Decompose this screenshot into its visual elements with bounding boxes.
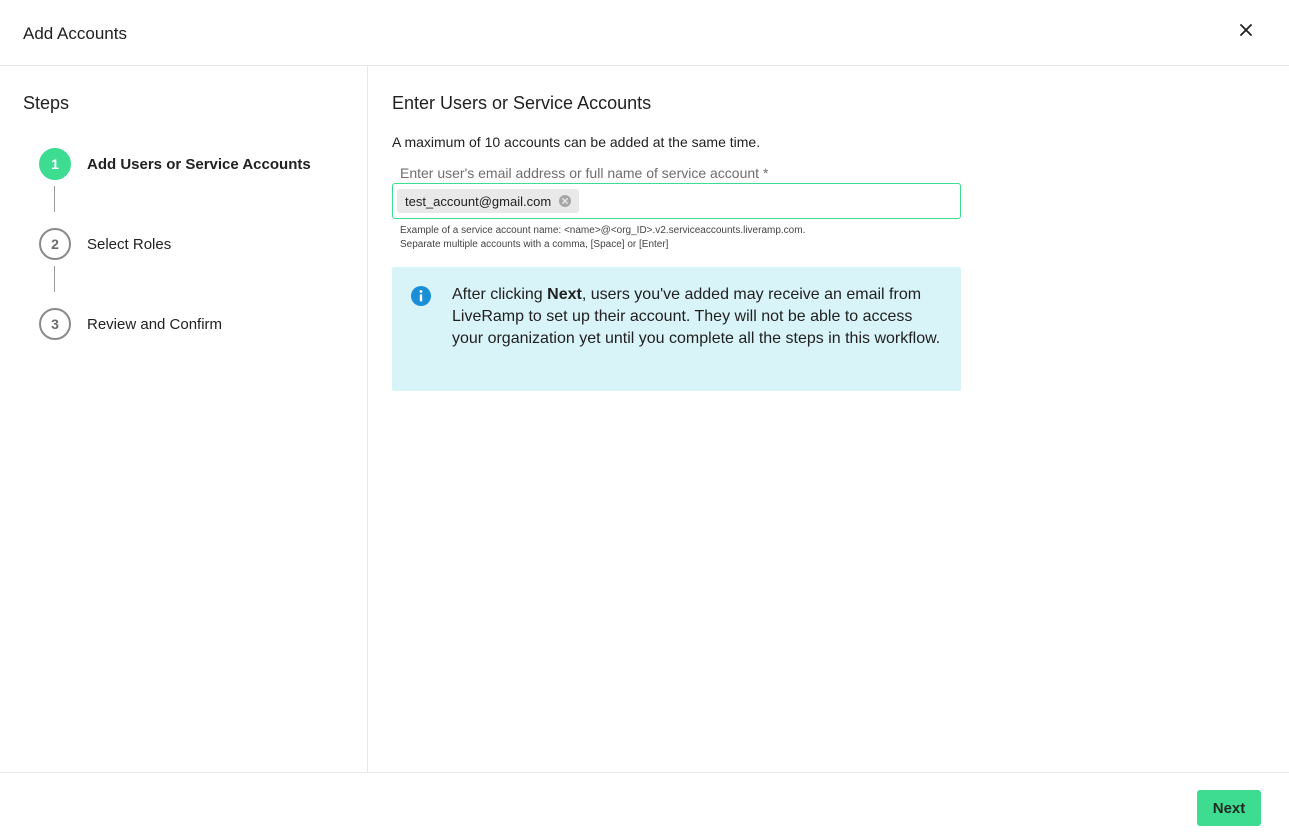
steps-sidebar xyxy=(0,66,368,772)
step-1-number: 1 xyxy=(39,148,71,180)
accounts-help-text xyxy=(400,224,805,252)
main-content xyxy=(369,66,1289,772)
max-accounts-text: A maximum of 10 accounts can be added at the same time. xyxy=(392,134,761,150)
info-text-suffix: , users you've added may receive an email from LiveRamp to set up their account. They will not be able to access your organization yet until you complete all the steps in this workflow. xyxy=(452,286,941,347)
account-chip-label: test_account@gmail.com xyxy=(405,193,552,209)
step-3 xyxy=(39,308,222,340)
accounts-input[interactable] xyxy=(392,183,961,219)
section-title: Enter Users or Service Accounts xyxy=(392,93,652,113)
step-3-label: Review and Confirm xyxy=(87,315,223,333)
next-button[interactable]: Next xyxy=(1197,790,1261,826)
modal-footer xyxy=(0,772,1289,839)
step-3-number: 3 xyxy=(39,308,71,340)
close-icon xyxy=(1240,24,1252,36)
step-2 xyxy=(39,228,171,260)
steps-title: Steps xyxy=(23,93,70,113)
step-2-label: Select Roles xyxy=(87,235,172,253)
remove-chip-button[interactable] xyxy=(559,195,571,207)
modal-title: Add Accounts xyxy=(23,24,127,43)
step-1-label: Add Users or Service Accounts xyxy=(87,155,311,173)
info-icon xyxy=(411,286,431,306)
account-chip xyxy=(397,189,579,213)
info-text xyxy=(452,284,942,350)
step-1 xyxy=(39,148,311,180)
accounts-field-label: Enter user's email address or full name of service account * xyxy=(400,165,769,181)
help-example: Example of a service account name: <name>@<org_ID>.v2.serviceaccounts.liveramp.com. xyxy=(400,225,806,236)
info-text-bold: Next xyxy=(547,286,582,303)
info-banner xyxy=(392,267,961,391)
modal-header xyxy=(0,0,1289,66)
help-separator-hint: Separate multiple accounts with a comma, [Space] or [Enter] xyxy=(400,239,669,250)
info-text-prefix: After clicking xyxy=(452,286,548,303)
close-button[interactable] xyxy=(1234,18,1258,42)
step-connector xyxy=(54,266,55,292)
step-2-number: 2 xyxy=(39,228,71,260)
step-connector xyxy=(54,186,55,212)
remove-circle-icon xyxy=(559,195,571,207)
